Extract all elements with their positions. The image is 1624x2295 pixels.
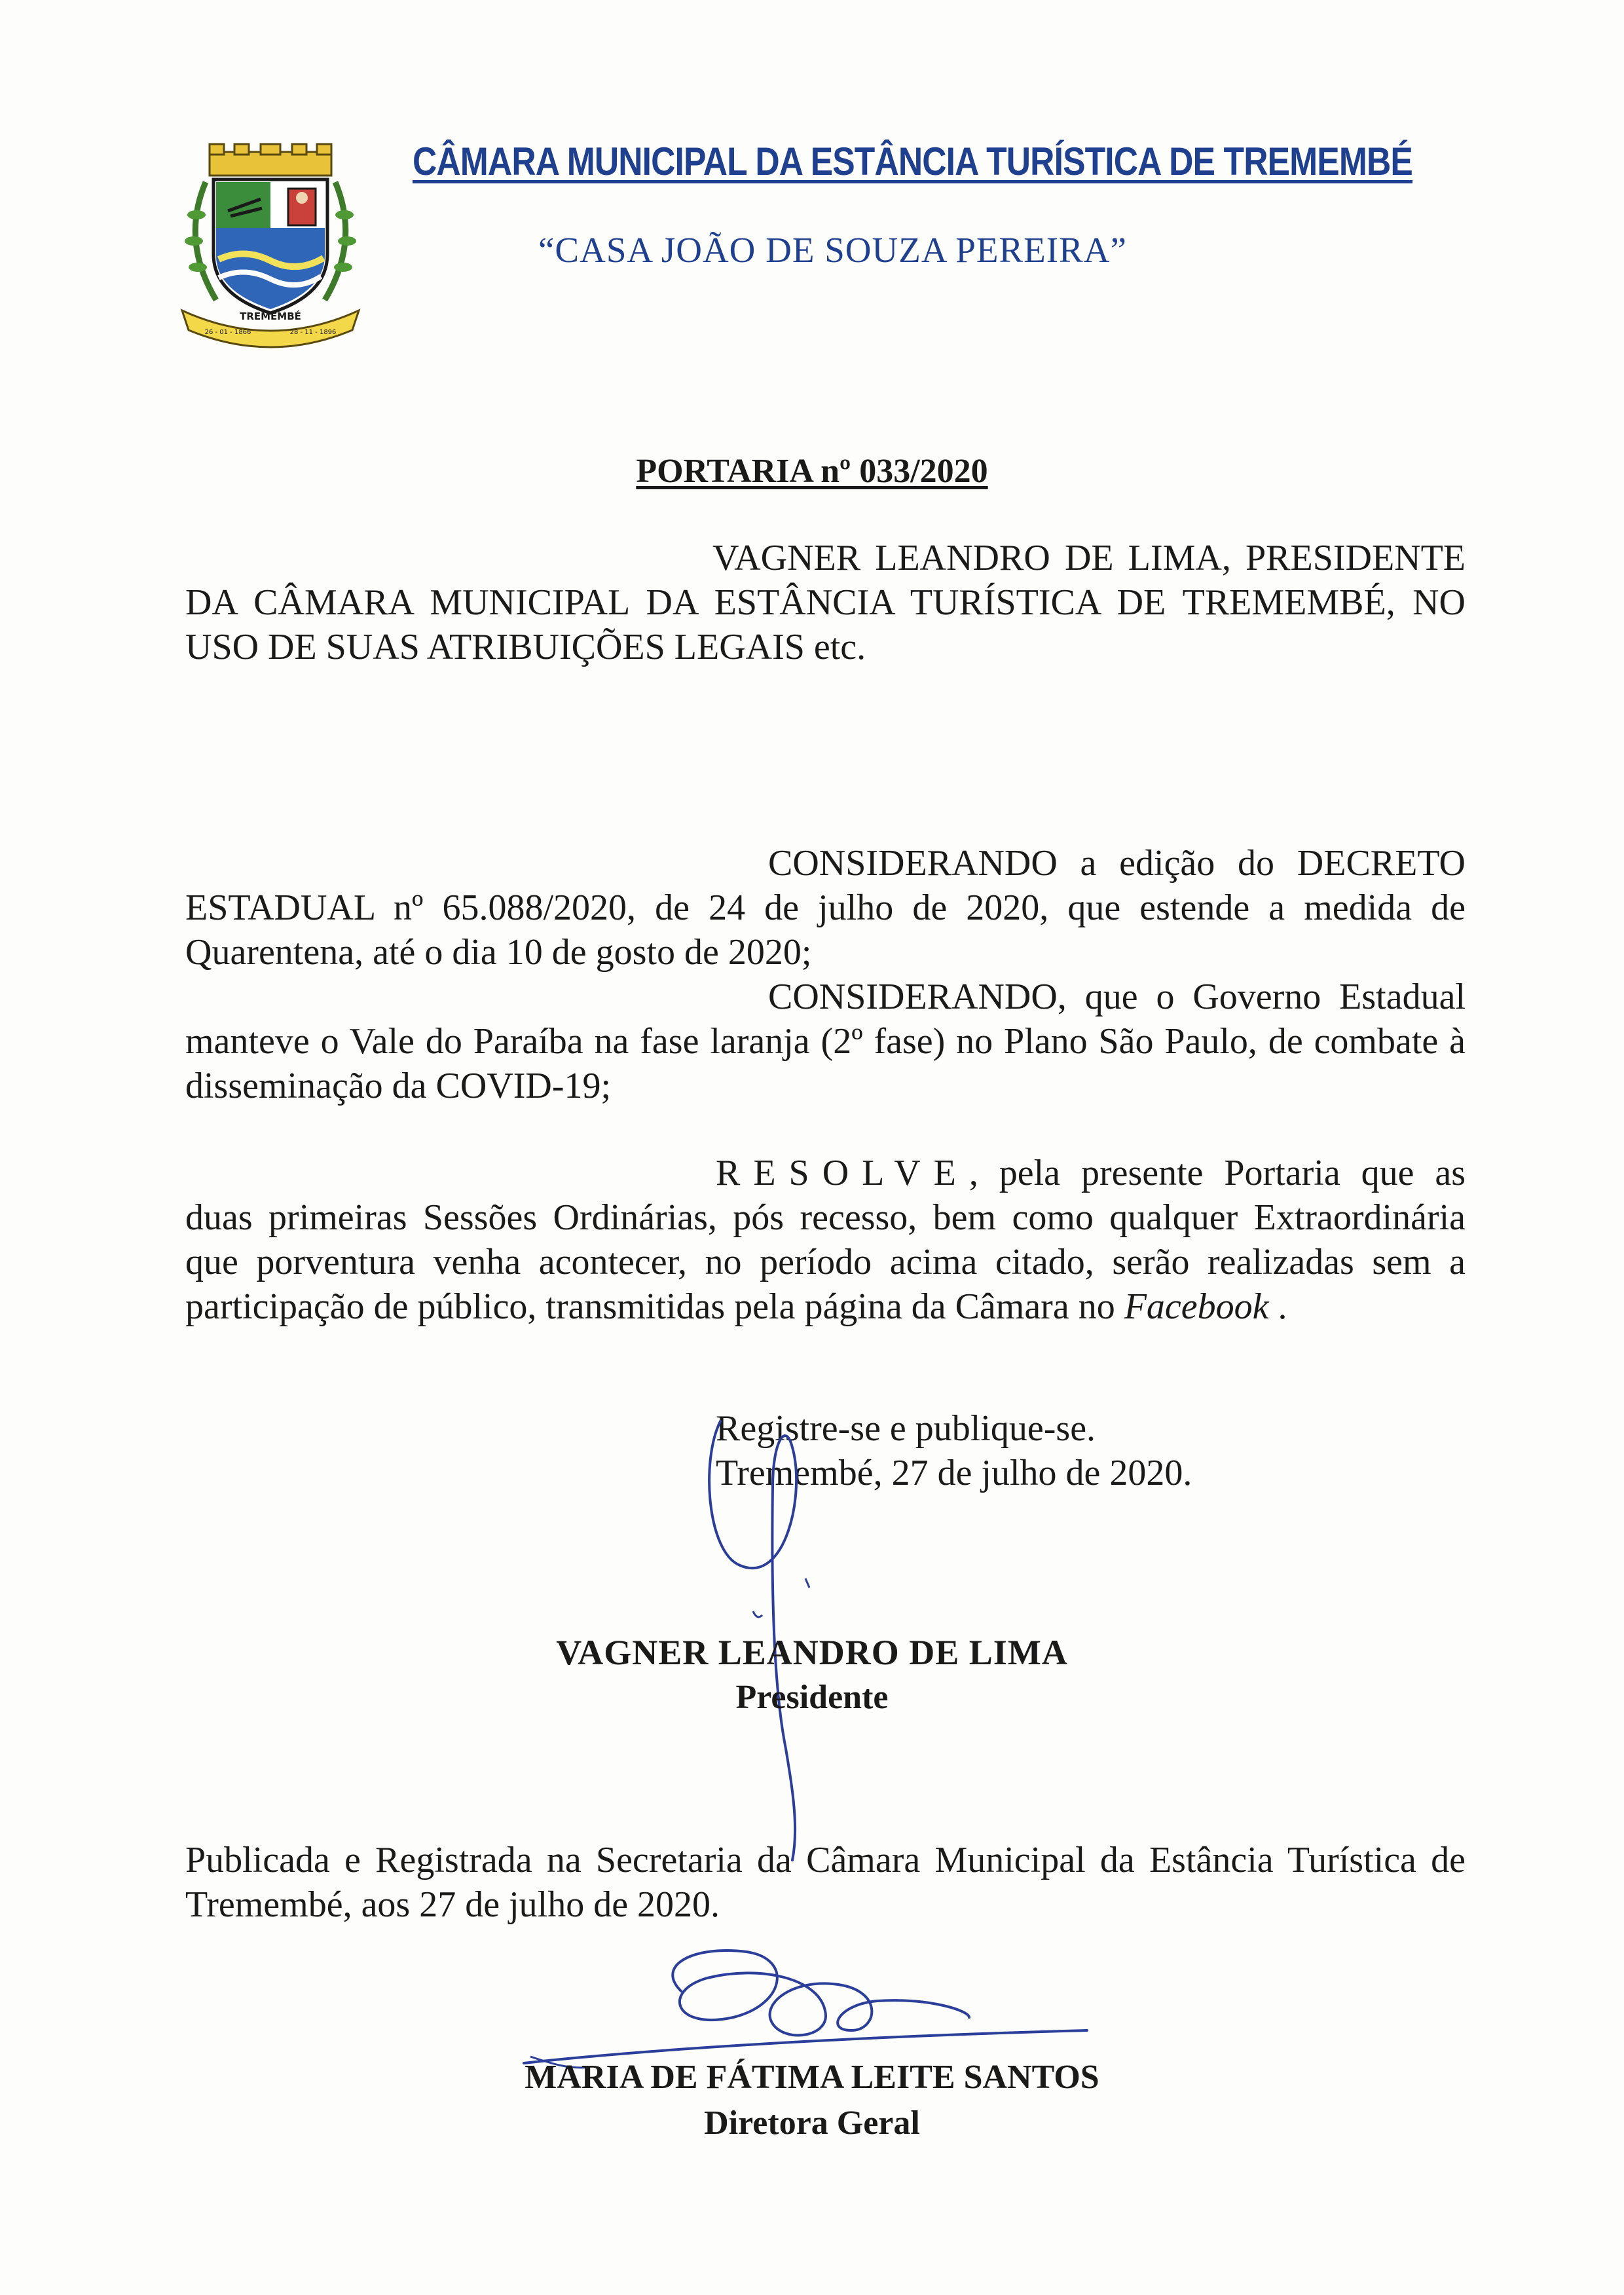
- resolve-end: .: [1268, 1286, 1287, 1327]
- resolve-heading: RESOLVE: [716, 1153, 969, 1193]
- publication-text: Publicada e Registrada na Secretaria da Câmara Municipal da Estância Turística de Tremembé, aos 27 de julho de 2020.: [185, 1840, 1466, 1925]
- resolve-body: , pela presente Portaria que as duas primeiras Sessões Ordinárias, pós recesso, bem como qualquer Extraordinária que porventura venha acontecer, no período acima citado, serão realizadas sem a participação de público, transmitidas pela página da Câmara no: [185, 1153, 1466, 1327]
- crest-banner-text: TREMEMBÉ: [240, 310, 301, 322]
- director-name: MARIA DE FÁTIMA LEITE SANTOS: [525, 2059, 1099, 2096]
- resolve-paragraph: [185, 1151, 1466, 1329]
- signer-role: Presidente: [735, 1679, 889, 1716]
- portaria-title: PORTARIA nº 033/2020: [636, 453, 988, 490]
- institution-name: CÂMARA MUNICIPAL DA ESTÂNCIA TURÍSTICA DE TREMEMBÉ: [413, 140, 1412, 183]
- crest-date-left: 26 - 01 - 1866: [204, 329, 251, 336]
- director-role: Diretora Geral: [704, 2104, 920, 2142]
- closing-place-date: Tremembé, 27 de julho de 2020.: [716, 1453, 1192, 1493]
- resolve-platform: Facebook: [1124, 1286, 1269, 1327]
- closing-register: Registre-se e publique-se.: [716, 1408, 1096, 1449]
- resolve-section: [185, 1151, 1466, 1329]
- considerations-section: [185, 841, 1466, 1108]
- publication-paragraph: [185, 1838, 1466, 1927]
- municipal-crest-logo: [175, 143, 365, 352]
- considerando-2: CONSIDERANDO, que o Governo Estadual manteve o Vale do Paraíba na fase laranja (2º fase) no Plano São Paulo, de combate à disseminação da COVID-19;: [185, 977, 1466, 1106]
- signer-name: VAGNER LEANDRO DE LIMA: [556, 1633, 1068, 1672]
- crest-date-right: 28 - 11 - 1896: [289, 329, 337, 336]
- intro-text: VAGNER LEANDRO DE LIMA, PRESIDENTE DA CÂMARA MUNICIPAL DA ESTÂNCIA TURÍSTICA DE TREMEMBÉ, NO USO DE SUAS ATRIBUIÇÕES LEGAIS etc.: [185, 538, 1466, 667]
- considerando-1: CONSIDERANDO a edição do DECRETO ESTADUAL nº 65.088/2020, de 24 de julho de 2020, que estende a medida de Quarentena, até o dia 10 de gosto de 2020;: [185, 843, 1466, 973]
- intro-paragraph: [185, 536, 1466, 669]
- closing-lines: [716, 1406, 1192, 1495]
- house-name: “CASA JOÃO DE SOUZA PEREIRA”: [538, 230, 1127, 270]
